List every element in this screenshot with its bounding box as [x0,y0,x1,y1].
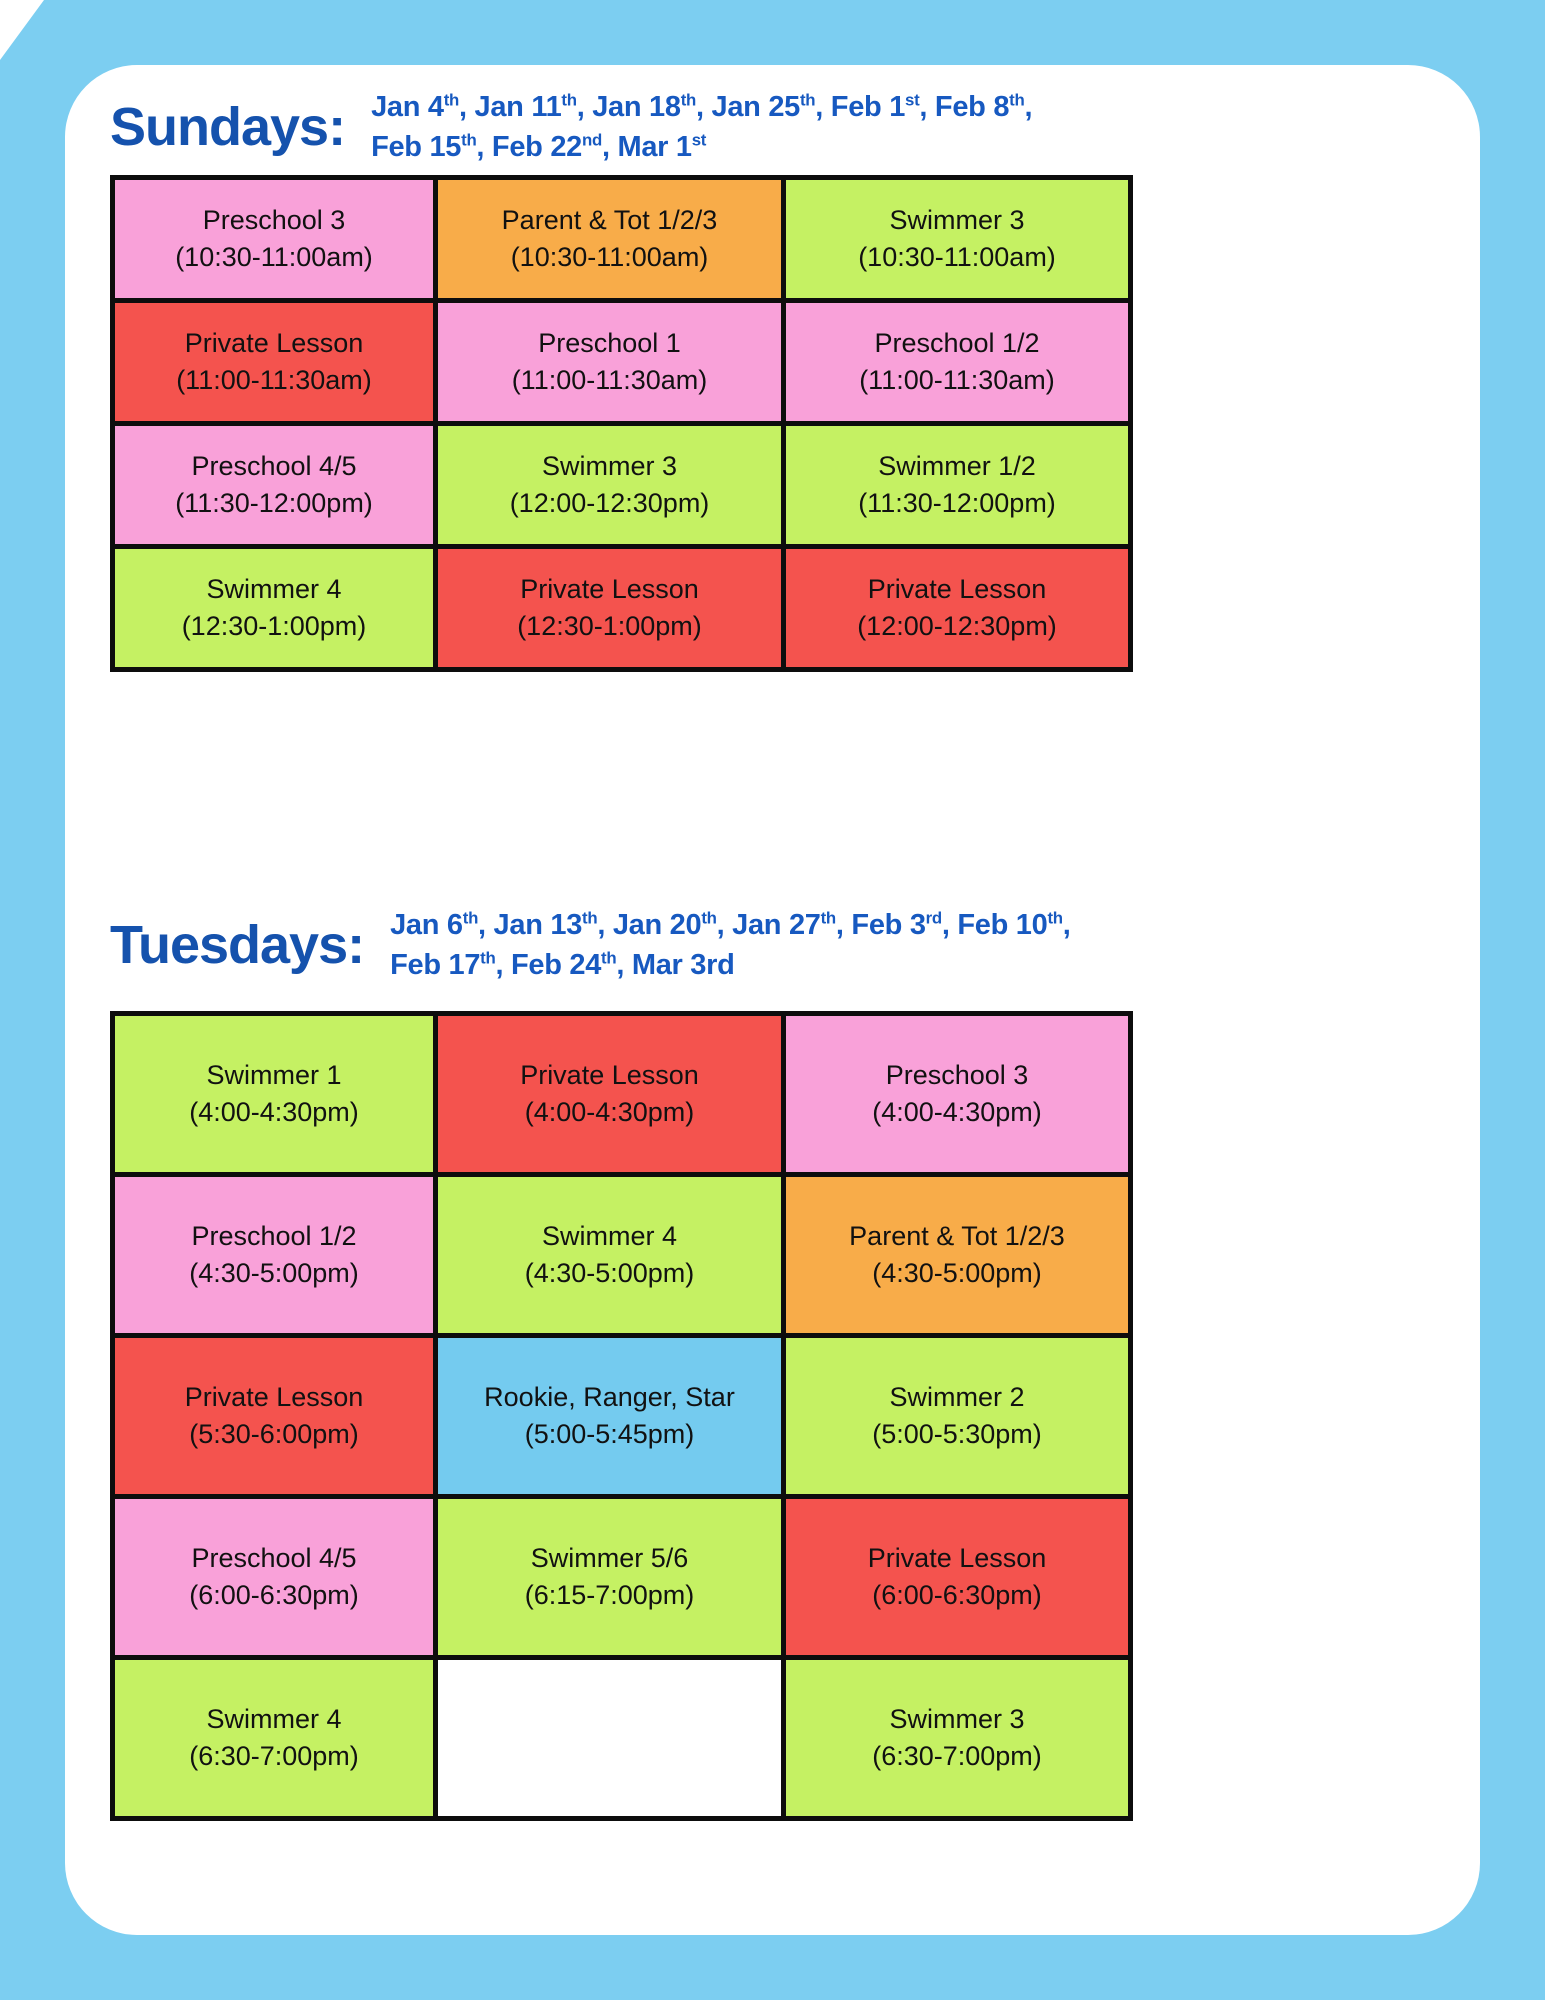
schedule-cell [113,547,436,670]
class-name: Private Lesson [867,1543,1047,1574]
schedule-cell [436,1497,784,1658]
table-row [113,1497,1131,1658]
schedule-cell [784,547,1131,670]
sundays-dates [371,87,1032,167]
class-name: Preschool 4/5 [191,451,357,482]
sundays-dates-line-1: Jan 4th, Jan 11th, Jan 18th, Jan 25th, Feb 1st, Feb 8th, [371,90,1033,123]
class-time: (11:00-11:30am) [511,365,708,396]
tuesdays-header [110,905,1435,985]
schedule-cell [113,1658,436,1819]
schedule-cell [436,1336,784,1497]
section-sundays [110,87,1435,672]
table-row [113,178,1131,301]
class-time: (10:30-11:00am) [175,242,373,273]
table-row [113,1014,1131,1175]
schedule-cell [784,178,1131,301]
class-time: (4:00-4:30pm) [189,1097,359,1128]
class-time: (12:30-1:00pm) [181,611,367,642]
day-label-sundays: Sundays: [110,97,346,158]
day-label-tuesdays: Tuesdays: [110,915,365,976]
class-time: (12:00-12:30pm) [857,611,1057,642]
sundays-schedule-table [110,175,1133,672]
tuesdays-dates-line-2: Feb 17th, Feb 24th, Mar 3rd [390,948,735,982]
schedule-cell [784,1658,1131,1819]
schedule-cell [784,1497,1131,1658]
class-name: Swimmer 4 [541,1221,677,1252]
class-time: (5:30-6:00pm) [189,1419,359,1450]
tuesdays-dates-line-1: Jan 6th, Jan 13th, Jan 20th, Jan 27th, Feb 3rd, Feb 10th, [390,908,1071,942]
class-time: (6:00-6:30pm) [872,1580,1042,1611]
schedule-cell [113,301,436,424]
table-row [113,547,1131,670]
table-row [113,424,1131,547]
class-name: Preschool 1/2 [191,1221,357,1252]
class-name: Preschool 1/2 [874,328,1040,359]
class-name: Parent & Tot 1/2/3 [501,205,718,236]
class-time: (10:30-11:00am) [858,242,1056,273]
schedule-cell [113,1497,436,1658]
sundays-header [110,87,1435,167]
class-name: Swimmer 1 [206,1060,342,1091]
schedule-cell [436,547,784,670]
tuesdays-schedule-table [110,1011,1133,1821]
sundays-dates-line-2: Feb 15th, Feb 22nd, Mar 1st [371,130,707,164]
class-name: Preschool 1 [538,328,681,359]
class-name: Private Lesson [184,1382,364,1413]
class-name: Private Lesson [520,574,699,605]
schedule-card [65,65,1480,1935]
class-time: (10:30-11:00am) [510,242,709,273]
class-time: (4:30-5:00pm) [189,1258,359,1289]
class-time: (5:00-5:30pm) [872,1419,1042,1450]
class-name: Swimmer 1/2 [878,451,1036,482]
class-time: (11:00-11:30am) [859,365,1055,396]
class-name: Private Lesson [184,328,364,359]
class-time: (6:30-7:00pm) [872,1741,1042,1772]
table-row [113,1175,1131,1336]
class-time: (11:00-11:30am) [176,365,372,396]
class-name: Preschool 3 [202,205,346,236]
class-time: (6:30-7:00pm) [189,1741,359,1772]
class-name: Swimmer 3 [889,205,1025,236]
class-name: Rookie, Ranger, Star [484,1382,735,1413]
schedule-cell [113,1014,436,1175]
table-row [113,1336,1131,1497]
class-time: (6:15-7:00pm) [524,1580,695,1611]
tuesdays-dates [390,905,1070,985]
table-row [113,1658,1131,1819]
class-name: Preschool 4/5 [191,1543,357,1574]
schedule-cell [436,301,784,424]
class-time: (4:00-4:30pm) [872,1097,1042,1128]
class-name: Swimmer 2 [889,1382,1025,1413]
corner-notch-decoration [0,0,44,60]
class-name: Swimmer 4 [206,1704,342,1735]
schedule-cell [784,424,1131,547]
class-time: (5:00-5:45pm) [524,1419,695,1450]
class-time: (4:00-4:30pm) [524,1097,695,1128]
class-time: (12:30-1:00pm) [517,611,702,642]
schedule-cell [784,1175,1131,1336]
schedule-cell [436,1014,784,1175]
table-row [113,301,1131,424]
schedule-cell [784,1336,1131,1497]
class-time: (4:30-5:00pm) [524,1258,695,1289]
class-time: (12:00-12:30pm) [509,488,710,519]
class-name: Private Lesson [867,574,1047,605]
schedule-cell [113,1336,436,1497]
schedule-cell [436,1175,784,1336]
class-time: (4:30-5:00pm) [872,1258,1042,1289]
schedule-cell [436,424,784,547]
schedule-cell [113,178,436,301]
class-name: Preschool 3 [885,1060,1029,1091]
class-time: (11:30-12:00pm) [175,488,373,519]
class-name: Swimmer 3 [541,451,677,482]
schedule-cell-empty [436,1658,784,1819]
section-tuesdays [110,905,1435,1821]
class-time: (11:30-12:00pm) [858,488,1056,519]
schedule-cell [113,1175,436,1336]
class-name: Swimmer 3 [889,1704,1025,1735]
class-time: (6:00-6:30pm) [189,1580,359,1611]
class-name: Private Lesson [520,1060,699,1091]
schedule-cell [113,424,436,547]
schedule-cell [784,301,1131,424]
class-name: Swimmer 4 [206,574,342,605]
class-name: Swimmer 5/6 [530,1543,689,1574]
schedule-cell [436,178,784,301]
class-name: Parent & Tot 1/2/3 [849,1221,1065,1252]
schedule-cell [784,1014,1131,1175]
